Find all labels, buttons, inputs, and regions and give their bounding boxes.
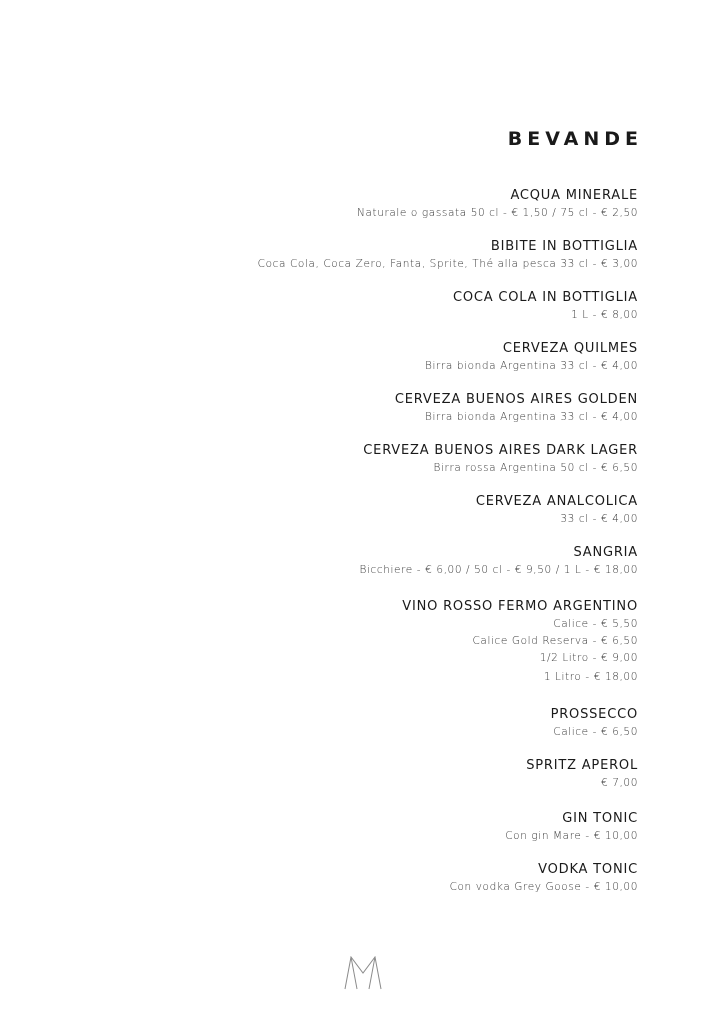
page-title: BEVANDE — [507, 128, 643, 150]
item-description: Calice Gold Reserva - € 6,50 — [472, 635, 638, 647]
item-description: Con vodka Grey Goose - € 10,00 — [449, 881, 638, 893]
logo-icon — [343, 956, 383, 990]
item-description: € 7,00 — [601, 777, 638, 789]
item-description: Naturale o gassata 50 cl - € 1,50 / 75 cl - € 2,50 — [357, 207, 638, 219]
menu-item — [395, 391, 638, 426]
item-description: Calice - € 5,50 — [553, 618, 638, 630]
item-name: PROSSECCO — [550, 707, 638, 722]
menu-item — [453, 289, 638, 324]
item-description: 1 L - € 8,00 — [571, 309, 638, 321]
menu-item — [450, 861, 638, 896]
item-name: GIN TONIC — [562, 811, 638, 826]
item-name: CERVEZA BUENOS AIRES GOLDEN — [394, 392, 638, 407]
item-name: COCA COLA IN BOTTIGLIA — [452, 290, 638, 305]
menu-item — [551, 706, 638, 741]
item-description: Birra rossa Argentina 50 cl - € 6,50 — [433, 462, 638, 474]
menu-item — [505, 810, 638, 845]
menu-item — [360, 544, 638, 579]
menu-item — [476, 493, 638, 528]
menu-item — [402, 598, 638, 686]
item-name: VINO ROSSO FERMO ARGENTINO — [402, 599, 638, 614]
item-description: Con gin Mare - € 10,00 — [505, 830, 638, 842]
menu-item — [526, 757, 638, 792]
item-description: Calice - € 6,50 — [553, 726, 638, 738]
item-name: CERVEZA ANALCOLICA — [475, 494, 638, 509]
item-name: CERVEZA QUILMES — [502, 341, 638, 356]
item-name: VODKA TONIC — [538, 862, 638, 877]
item-name: CERVEZA BUENOS AIRES DARK LAGER — [363, 443, 638, 458]
item-description: 33 cl - € 4,00 — [560, 513, 638, 525]
item-name: SANGRIA — [573, 545, 638, 560]
item-description: 1/2 Litro - € 9,00 — [539, 652, 638, 664]
menu-item — [357, 187, 638, 222]
item-description: 1 Litro - € 18,00 — [543, 671, 638, 683]
item-name: SPRITZ APEROL — [526, 758, 638, 773]
item-description: Bicchiere - € 6,00 / 50 cl - € 9,50 / 1 L - € 18,00 — [359, 564, 638, 576]
menu-item — [425, 340, 638, 375]
item-name: ACQUA MINERALE — [510, 188, 638, 203]
item-name: BIBITE IN BOTTIGLIA — [490, 239, 638, 254]
item-description: Coca Cola, Coca Zero, Fanta, Sprite, Thé alla pesca 33 cl - € 3,00 — [257, 258, 638, 270]
menu-item — [258, 238, 638, 273]
item-description: Birra bionda Argentina 33 cl - € 4,00 — [425, 411, 638, 423]
menu-item — [363, 442, 638, 477]
item-description: Birra bionda Argentina 33 cl - € 4,00 — [425, 360, 638, 372]
